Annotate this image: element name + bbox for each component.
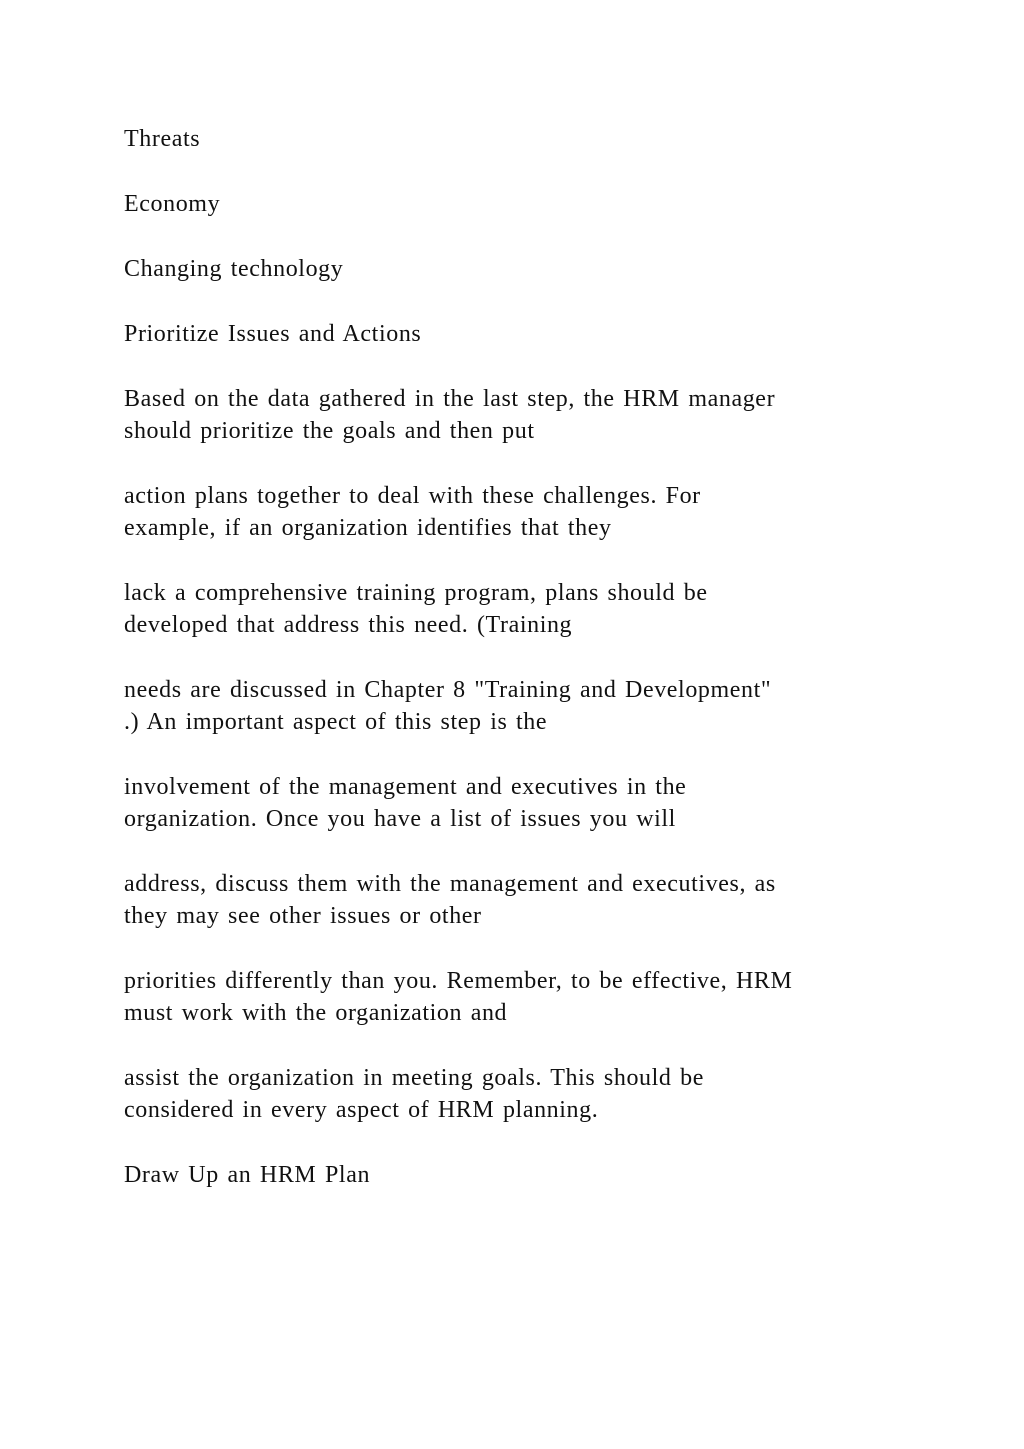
paragraph-body [124, 1062, 924, 1126]
paragraph-economy [124, 188, 924, 220]
text-line: lack a comprehensive training program, plans should be [124, 580, 708, 606]
paragraph-body [124, 868, 924, 932]
text-line: Threats [124, 126, 201, 152]
paragraph-threats [124, 123, 924, 155]
text-line: must work with the organization and [124, 1000, 508, 1026]
text-line: .) An important aspect of this step is the [124, 709, 548, 735]
text-line: address, discuss them with the management and executives, as [124, 871, 776, 897]
text-line: Draw Up an HRM Plan [124, 1162, 371, 1188]
text-line: assist the organization in meeting goals. This should be [124, 1065, 704, 1091]
paragraph-body [124, 480, 924, 544]
section-heading-prioritize [124, 318, 924, 350]
text-line: priorities differently than you. Remember, to be effective, HRM [124, 968, 793, 994]
text-line: Economy [124, 191, 221, 217]
paragraph-body [124, 771, 924, 835]
paragraph-changing-technology [124, 253, 924, 285]
text-line: should prioritize the goals and then put [124, 418, 535, 444]
text-line: organization. Once you have a list of issues you will [124, 806, 676, 832]
text-line: Prioritize Issues and Actions [124, 321, 422, 347]
text-line: Changing technology [124, 256, 344, 282]
text-line: Based on the data gathered in the last step, the HRM manager [124, 386, 776, 412]
text-line: they may see other issues or other [124, 903, 482, 929]
paragraph-body [124, 965, 924, 1029]
paragraph-body [124, 577, 924, 641]
section-heading-draw-up-plan [124, 1159, 924, 1191]
text-line: considered in every aspect of HRM planning. [124, 1097, 599, 1123]
text-line: developed that address this need. (Training [124, 612, 573, 638]
document-body [124, 123, 924, 1224]
text-line: involvement of the management and executives in the [124, 774, 687, 800]
text-line: action plans together to deal with these challenges. For [124, 483, 701, 509]
paragraph-body [124, 383, 924, 447]
text-line: example, if an organization identifies that they [124, 515, 612, 541]
paragraph-body [124, 674, 924, 738]
text-line: needs are discussed in Chapter 8 "Training and Development" [124, 677, 772, 703]
